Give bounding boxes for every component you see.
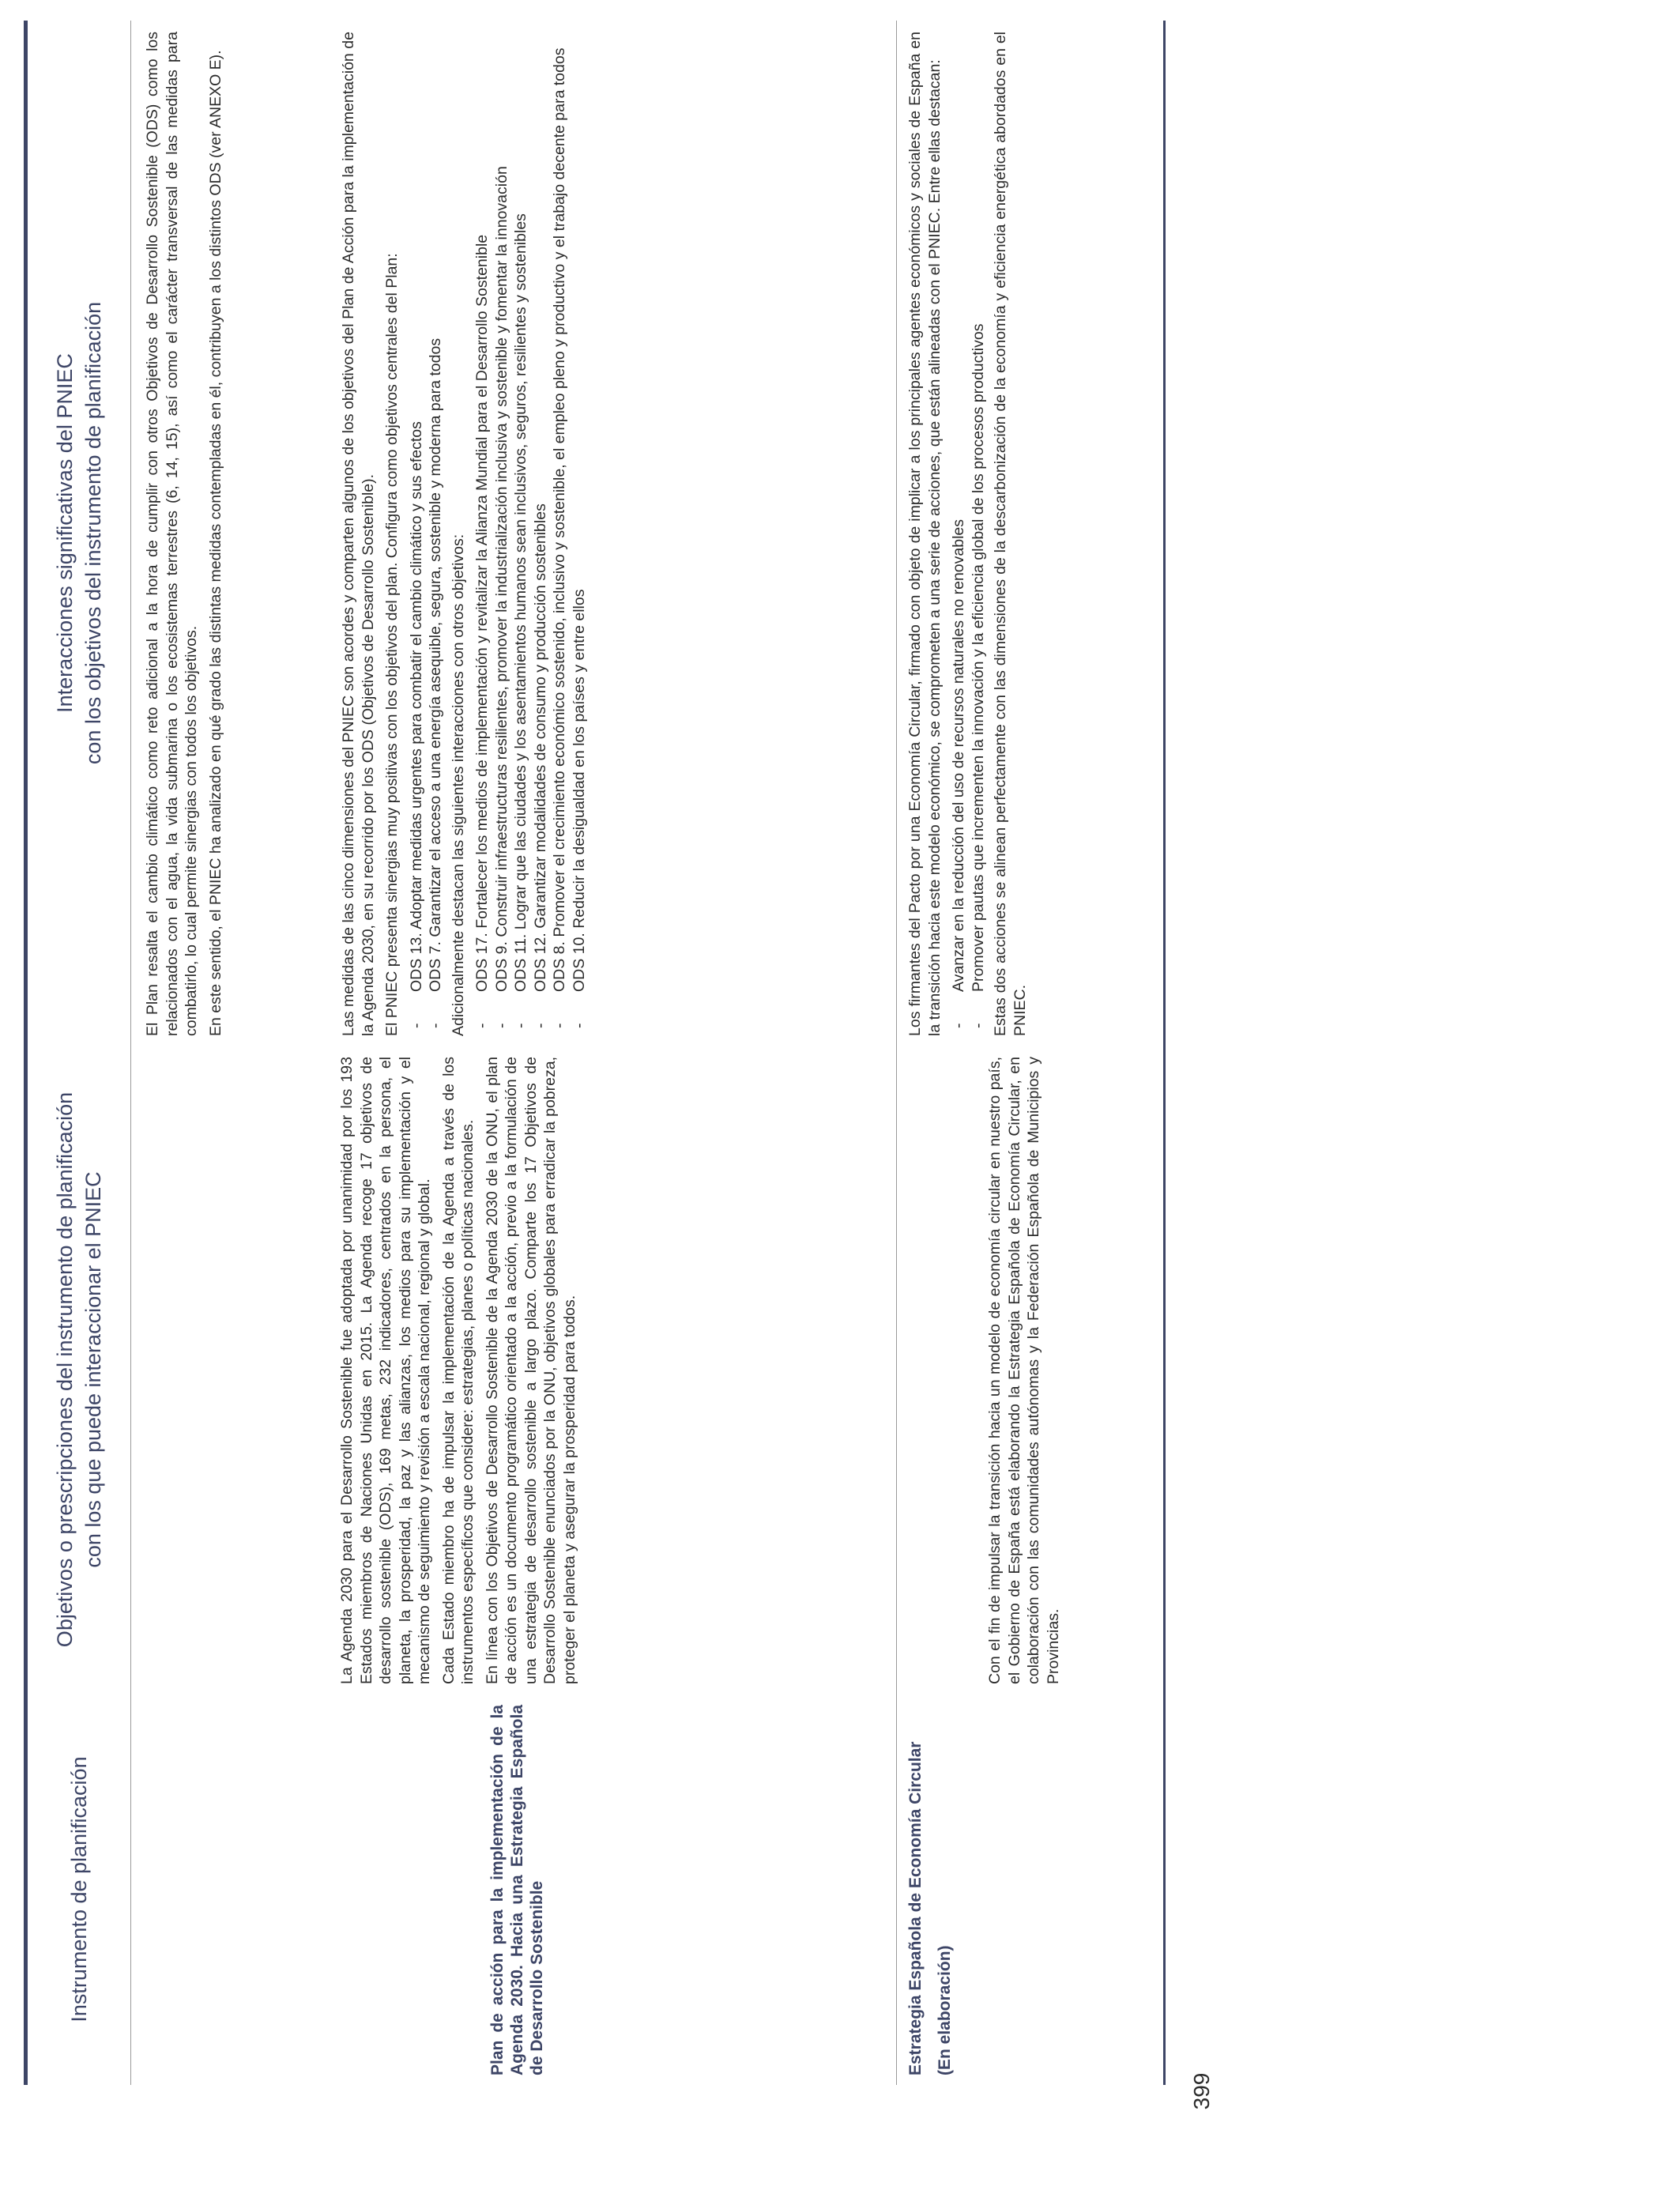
header-divider [130, 21, 131, 1046]
paragraph: Adicionalmente destacan las siguientes interacciones con otros objetivos: [449, 533, 467, 1036]
row-divider [896, 1046, 897, 1694]
instrument-status: (En elaboración) [936, 1945, 954, 2075]
column-interacciones [28, 21, 1163, 1046]
list-item: - ODS 8. Promover el crecimiento económico sostenido, inclusivo y sostenible, el empleo pleno y productivo y el trabajo decente para todos [550, 32, 570, 1036]
paragraph: Estas dos acciones se alinean perfectamente con las dimensiones de la descarbonización de la economía y eficiencia energética abordados en el PNIEC. [992, 32, 1029, 1036]
interacciones-agenda-2030 [339, 32, 592, 1036]
paragraph: Los firmantes del Pacto por una Economía Circular, firmado con objeto de implicar a los principales agentes económicos y sociales de España en la transición hacia este modelo económico, se comprometen a una serie de acciones, que están alineadas con el PNIEC. Entre ellas destacan: [906, 32, 944, 1036]
header-objetivos-line2: con los que puede interaccionar el PNIEC [81, 1171, 105, 1568]
paragraph: El Plan resalta el cambio climático como reto adicional a la hora de cumplir con otros Objetivos de Desarrollo Sostenible (ODS) como los relacionados con el agua, la vida submarina o los ecosistemas terrestres (6, 14, 15), así como el carácter transversal de las medidas para combatirlo, lo cual permite sinergias con todos los objetivos. [144, 32, 200, 1036]
paragraph: En línea con los Objetivos de Desarrollo Sostenible de la Agenda 2030 de la ONU, el plan de acción es un documento programático orientado a la acción, previo a la formulación de una estrategia de desarrollo sostenible a largo plazo. Comparte los 17 Objetivos de Desarrollo Sostenible enunciados por la ONU, objetivos globales para erradicar la pobreza, proteger el planeta y asegurar la prosperidad para todos. [483, 1057, 578, 1684]
paragraph: Con el fin de impulsar la transición hacia un modelo de economía circular en nuestro país, el Gobierno de España está elaborando la Estrategia Española de Economía Circular, en colaboración con las comunidades autónomas y la Federación Española de Municipios y Provincias. [986, 1057, 1062, 1684]
list-item: - ODS 17. Fortalecer los medios de implementación y revitalizar la Alianza Mundial para el Desarrollo Sostenible [473, 32, 492, 1036]
objetivos-agenda-2030 [337, 1057, 584, 1684]
column-objetivos [28, 1046, 1163, 1694]
list-item: - ODS 7. Garantizar el acceso a una energía asequible, segura, sostenible y moderna para todos [426, 32, 446, 1036]
paragraph: Cada Estado miembro ha de impulsar la implementación de la Agenda a través de los instrumentos específicos que considere: estrategias, planes o políticas nacionales. [439, 1057, 477, 1684]
instrument-name: Plan de acción para la implementación de la Agenda 2030. Hacia una Estrategia Española de Desarrollo Sostenible [488, 1705, 546, 2075]
header-divider [130, 1046, 131, 1694]
header-instrumento-label: Instrumento de planificación [67, 1756, 91, 2022]
header-interacciones-line1: Interacciones significativas del PNIEC [53, 353, 77, 713]
ods-centrales-list [407, 32, 446, 1036]
paragraph: El PNIEC presenta sinergias muy positivas con los objetivos del plan. Configura como objetivos centrales del Plan: [383, 253, 401, 1036]
list-item: - ODS 13. Adoptar medidas urgentes para combatir el cambio climático y sus efectos [407, 32, 427, 1036]
header-divider [130, 1694, 131, 2085]
acciones-list [949, 32, 988, 1036]
paragraph: La Agenda 2030 para el Desarrollo Sostenible fue adoptada por unanimidad por los 193 Estados miembros de Naciones Unidas en 2015. La Agenda recoge 17 objetivos de desarrollo sostenible (ODS), 169 metas, 232 indicadores, centrados en la persona, el planeta, la prosperidad, la paz y las alianzas, los medios para su implementación y el mecanismo de seguimiento y revisión a escala nacional, regional y global. [338, 1057, 433, 1684]
interacciones-economia-circular [906, 32, 1034, 1036]
interacciones-cambio-climatico [143, 32, 230, 1036]
list-item: - Promover pautas que incrementen la innovación y la eficiencia global de los procesos productivos [969, 32, 989, 1036]
paragraph: Las medidas de las cinco dimensiones del PNIEC son acordes y comparten algunos de los objetivos del Plan de Acción para la implementación de la Agenda 2030, en su recorrido por los ODS (Objetivos de Desarrollo Sostenible). [340, 32, 377, 1036]
list-item: - Avanzar en la reducción del uso de recursos naturales no renovables [949, 32, 969, 1036]
planning-instruments-table [24, 21, 1166, 2085]
page-number: 399 [1189, 2072, 1214, 2110]
column-instrumento [28, 1694, 1163, 2085]
instrument-plan-accion-agenda-2030 [488, 1705, 556, 2075]
list-item: - ODS 11. Lograr que las ciudades y los asentamientos humanos sean inclusivos, seguros, resilientes y sostenibles [511, 32, 531, 1036]
instrument-name: Estrategia Española de Economía Circular [906, 1741, 925, 2075]
list-item: - ODS 12. Garantizar modalidades de consumo y producción sostenibles [531, 32, 551, 1036]
list-item: - ODS 10. Reducir la desigualdad en los países y entre ellos [570, 32, 590, 1036]
objetivos-economia-circular [985, 1057, 1068, 1684]
header-objetivos-line1: Objetivos o prescripciones del instrumento de planificación [53, 1091, 77, 1648]
header-objetivos [28, 1046, 130, 1694]
row-divider [896, 1694, 897, 2085]
header-interacciones-line2: con los objetivos del instrumento de planificación [81, 301, 105, 765]
ods-otros-list [473, 32, 589, 1036]
header-instrumento [28, 1694, 130, 2085]
header-interacciones [28, 21, 130, 1046]
paragraph: En este sentido, el PNIEC ha analizado en qué grado las distintas medidas contempladas en él, contribuyen a los distintos ODS (ver ANEXO E). [206, 50, 224, 1036]
list-item: - ODS 9. Construir infraestructuras resilientes, promover la industrialización inclusiva y sostenible y fomentar la innovación [492, 32, 512, 1036]
row-divider [896, 21, 897, 1046]
instrument-economia-circular [906, 1705, 964, 2075]
